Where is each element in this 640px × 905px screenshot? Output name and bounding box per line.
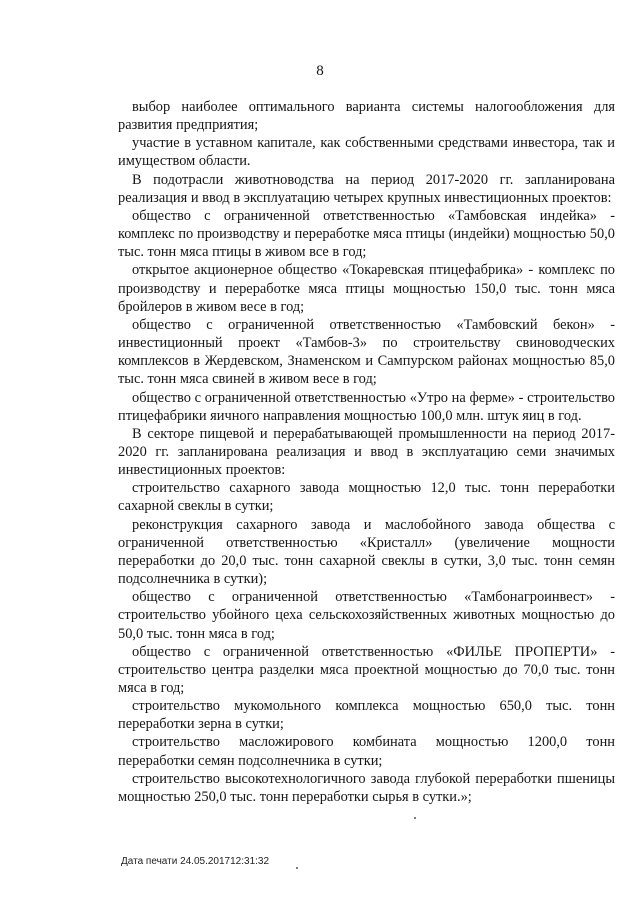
paragraph: В секторе пищевой и перерабатывающей промышленности на период 2017-2020 гг. запланирована реализация и ввод в эксплуатацию семи значимых инвестиционных проектов:	[118, 425, 615, 479]
paragraph: открытое акционерное общество «Токаревская птицефабрика» - комплекс по производству и переработке мяса птицы мощностью 150,0 тыс. тонн мяса бройлеров в живом весе в год;	[118, 262, 615, 315]
paragraph: строительство высокотехнологичного завода глубокой переработки пшеницы мощностью 250,0 тыс. тонн переработки сырья в сутки.»;	[118, 770, 615, 805]
paragraph: строительство мукомольного комплекса мощностью 650,0 тыс. тонн переработки зерна в сутки;	[118, 698, 615, 733]
paragraph: участие в уставном капитале, как собственными средствами инвестора, так и имуществом области.	[118, 135, 615, 170]
print-date-footer: Дата печати 24.05.201712:31:32	[121, 856, 270, 867]
page-number: 8	[316, 63, 324, 79]
scan-speck	[296, 867, 298, 869]
paragraph: выбор наиболее оптимального варианта системы налогообложения для развития предприятия;	[118, 99, 615, 134]
paragraph: общество с ограниченной ответственностью «Утро на ферме» - строительство птицефабрики яичного направления мощностью 100,0 млн. штук яиц в год.	[118, 389, 615, 424]
paragraph: реконструкция сахарного завода и маслобойного завода общества с ограниченной ответственностью «Кристалл» (увеличение мощности переработки до 20,0 тыс. тонн сахарной свеклы в сутки, 3,0 тыс. тонн семян подсолнечника в сутки);	[118, 516, 615, 588]
paragraph: общество с ограниченной ответственностью «Тамбовская индейка» - комплекс по производству и переработке мяса птицы (индейки) мощностью 50,0 тыс. тонн мяса птицы в живом все в год;	[118, 207, 615, 261]
paragraph: общество с ограниченной ответственностью «Тамбонагроинвест» - строительство убойного цеха сельскохозяйственных животных мощностью до 50,0 тыс. тонн мяса в год;	[118, 589, 615, 642]
scan-speck	[414, 817, 416, 819]
paragraph: В подотрасли животноводства на период 2017-2020 гг. запланирована реализация и ввод в эксплуатацию четырех крупных инвестиционных проектов:	[118, 171, 615, 206]
paragraph: общество с ограниченной ответственностью «ФИЛЬЕ ПРОПЕРТИ» - строительство центра разделки мяса проектной мощностью до 70,0 тыс. тонн мяса в год;	[118, 643, 615, 696]
document-body	[118, 98, 615, 806]
paragraph: строительство сахарного завода мощностью 12,0 тыс. тонн переработки сахарной свеклы в сутки;	[118, 480, 615, 515]
paragraph: общество с ограниченной ответственностью «Тамбовский бекон» - инвестиционный проект «Тамбов-3» по строительству свиноводческих комплексов в Жердевском, Знаменском и Сампурском районах мощностью 85,0 тыс. тонн мяса свиней в живом весе в год;	[118, 316, 615, 388]
paragraph: строительство масложирового комбината мощностью 1200,0 тонн переработки семян подсолнечника в сутки;	[118, 734, 615, 769]
